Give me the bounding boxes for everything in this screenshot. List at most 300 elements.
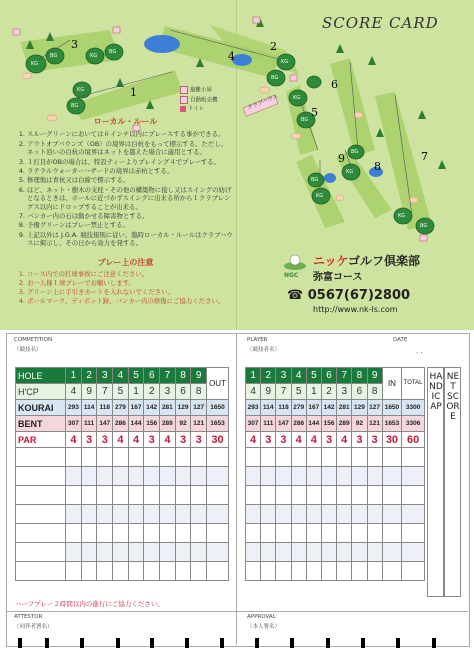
- local-rules: [18, 118, 233, 249]
- front-nine-table: [15, 367, 229, 581]
- score-in-cell[interactable]: [382, 467, 402, 486]
- score-cell[interactable]: [160, 543, 176, 562]
- note-item: 4. ボールマーク、ディボット跡、バンカー内の修復にご協力ください。: [27, 297, 233, 306]
- score-cell[interactable]: [321, 505, 336, 524]
- hole-cell: 6: [321, 368, 336, 384]
- score-cell[interactable]: [128, 543, 144, 562]
- score-cell[interactable]: [367, 562, 382, 581]
- score-cell[interactable]: [97, 505, 113, 524]
- score-name-cell[interactable]: [16, 543, 66, 562]
- hole-cell: 9: [367, 368, 382, 384]
- score-row: [246, 543, 425, 562]
- par-cell: 4: [291, 432, 306, 448]
- in-header: IN: [382, 368, 402, 400]
- hole-number-7: 7: [421, 150, 428, 163]
- score-cell[interactable]: [81, 505, 97, 524]
- vending-machine-icon: [180, 96, 188, 104]
- green-6-bg: [307, 76, 321, 88]
- hcp-cell: 3: [160, 384, 176, 400]
- score-cell[interactable]: [128, 505, 144, 524]
- score-cell[interactable]: [291, 486, 306, 505]
- score-in-cell[interactable]: [382, 486, 402, 505]
- par-cell: 3: [367, 432, 382, 448]
- score-cell[interactable]: [321, 543, 336, 562]
- score-cell[interactable]: [113, 524, 129, 543]
- barcode-mark: [220, 638, 224, 648]
- score-cell[interactable]: [66, 524, 82, 543]
- par-cell: 4: [306, 432, 321, 448]
- map-legend: [180, 86, 218, 114]
- score-cell[interactable]: [81, 562, 97, 581]
- hcp-cell: 8: [367, 384, 382, 400]
- score-cell[interactable]: [367, 524, 382, 543]
- score-cell[interactable]: [113, 448, 129, 467]
- score-total-cell[interactable]: [402, 467, 425, 486]
- hole-cell: 8: [175, 368, 191, 384]
- shelter-icon: [253, 17, 260, 23]
- pond-2: [232, 54, 252, 66]
- score-cell[interactable]: [291, 505, 306, 524]
- hole-cell: 7: [160, 368, 176, 384]
- yard-cell: 286: [291, 416, 306, 432]
- score-in-cell[interactable]: [382, 562, 402, 581]
- score-cell[interactable]: [191, 448, 207, 467]
- handicap-label: HANDICAP: [429, 372, 443, 412]
- score-cell[interactable]: [66, 486, 82, 505]
- score-cell[interactable]: [306, 467, 321, 486]
- out-header: OUT: [207, 368, 229, 400]
- score-name-cell[interactable]: [16, 448, 66, 467]
- barcode-mark: [45, 638, 49, 648]
- score-row: [16, 486, 229, 505]
- hcp-cell: 1: [128, 384, 144, 400]
- yard-cell: 281: [160, 400, 176, 416]
- green-label-kg: KG: [398, 213, 406, 219]
- hole-cell: 5: [306, 368, 321, 384]
- bent-row: [246, 416, 425, 432]
- score-cell[interactable]: [337, 448, 352, 467]
- course-name: 弥富コース: [313, 272, 363, 283]
- score-cell[interactable]: [175, 448, 191, 467]
- player-label: PLAYER: [247, 337, 268, 343]
- hole-number-5: 5: [311, 106, 318, 119]
- score-cell[interactable]: [246, 486, 261, 505]
- score-cell[interactable]: [191, 467, 207, 486]
- rule-item: 1. スルーグリーンにおいては６インチ以内にプレースする事ができる。: [27, 130, 233, 138]
- score-total-cell[interactable]: [207, 562, 229, 581]
- bent-row: [16, 416, 229, 432]
- score-cell[interactable]: [246, 467, 261, 486]
- shelter-icon: [290, 75, 297, 81]
- score-total-cell[interactable]: [207, 486, 229, 505]
- yard-cell: 147: [276, 416, 291, 432]
- score-cell[interactable]: [175, 543, 191, 562]
- score-cell[interactable]: [81, 524, 97, 543]
- score-cell[interactable]: [113, 505, 129, 524]
- barcode-mark: [255, 638, 259, 648]
- date-field[interactable]: . .: [416, 347, 423, 355]
- hole-number-3: 3: [71, 38, 78, 51]
- green-label-bg: BG: [301, 117, 309, 123]
- rule-item: 4. ラテラルウォーターハザードの境界は赤杭とする。: [27, 167, 233, 175]
- score-cell[interactable]: [144, 543, 160, 562]
- bunker: [22, 73, 32, 79]
- score-cell[interactable]: [160, 505, 176, 524]
- score-cell[interactable]: [97, 486, 113, 505]
- hole-number-6: 6: [331, 78, 338, 91]
- score-cell[interactable]: [321, 486, 336, 505]
- score-cell[interactable]: [160, 524, 176, 543]
- score-total-cell[interactable]: [207, 524, 229, 543]
- hut-icon: [180, 86, 188, 94]
- hole-cell: 1: [66, 368, 82, 384]
- score-cell[interactable]: [144, 562, 160, 581]
- hcp-row: [16, 384, 229, 400]
- score-cell[interactable]: [246, 524, 261, 543]
- score-total-cell[interactable]: [402, 486, 425, 505]
- yard-cell: 279: [291, 400, 306, 416]
- score-cell[interactable]: [276, 524, 291, 543]
- score-cell[interactable]: [291, 543, 306, 562]
- score-cell[interactable]: [352, 467, 367, 486]
- barcode-mark: [396, 638, 400, 648]
- par-cell: 4: [113, 432, 129, 448]
- hcp-cell: 4: [246, 384, 261, 400]
- score-cell[interactable]: [367, 543, 382, 562]
- score-cell[interactable]: [367, 505, 382, 524]
- score-row: [246, 562, 425, 581]
- yard-cell: 293: [246, 400, 261, 416]
- score-cell[interactable]: [276, 448, 291, 467]
- score-cell[interactable]: [352, 505, 367, 524]
- hole-cell: 9: [191, 368, 207, 384]
- score-name-cell[interactable]: [16, 467, 66, 486]
- score-row: [246, 467, 425, 486]
- score-cell[interactable]: [81, 448, 97, 467]
- pond-3: [324, 173, 336, 183]
- score-cell[interactable]: [113, 467, 129, 486]
- note-item: 3. グリーン上に手引きカートを入れないでください。: [27, 288, 233, 297]
- hcp-cell: 7: [97, 384, 113, 400]
- score-cell[interactable]: [191, 543, 207, 562]
- score-cell[interactable]: [191, 505, 207, 524]
- score-name-cell[interactable]: [16, 505, 66, 524]
- green-label-bg: BG: [50, 53, 58, 59]
- score-name-cell[interactable]: [16, 524, 66, 543]
- score-row: [16, 543, 229, 562]
- hole-number-2: 2: [270, 40, 277, 53]
- hcp-cell: 8: [191, 384, 207, 400]
- tree-icon: [336, 44, 344, 53]
- score-cell[interactable]: [144, 505, 160, 524]
- score-cell[interactable]: [160, 562, 176, 581]
- score-cell[interactable]: [321, 467, 336, 486]
- score-cell[interactable]: [306, 505, 321, 524]
- pond-1: [144, 35, 180, 53]
- score-cell[interactable]: [291, 562, 306, 581]
- score-cell[interactable]: [66, 543, 82, 562]
- score-cell[interactable]: [66, 467, 82, 486]
- score-cell[interactable]: [191, 524, 207, 543]
- date-label: DATE: [393, 337, 408, 343]
- green-label-kg: KG: [90, 53, 98, 59]
- score-cell[interactable]: [337, 562, 352, 581]
- score-cell[interactable]: [160, 467, 176, 486]
- clubhouse-label: クラブハウス: [246, 93, 280, 112]
- score-cell[interactable]: [97, 467, 113, 486]
- bent-row-label: BENT: [16, 416, 66, 432]
- score-total-cell[interactable]: [402, 562, 425, 581]
- par-cell: 3: [261, 432, 276, 448]
- par-cell: 4: [160, 432, 176, 448]
- score-cell[interactable]: [128, 448, 144, 467]
- toilet-icon: [180, 106, 186, 112]
- hcp-cell: 7: [276, 384, 291, 400]
- phone-number: 0567(67)2800: [307, 288, 411, 303]
- par-cell: 3: [144, 432, 160, 448]
- score-name-cell[interactable]: [16, 562, 66, 581]
- rule-item: 7. バンカー内の石は動かせる障害物とする。: [27, 212, 233, 220]
- bunker: [336, 195, 344, 201]
- score-cell[interactable]: [144, 486, 160, 505]
- bunker: [260, 87, 270, 93]
- score-cell[interactable]: [261, 543, 276, 562]
- score-cell[interactable]: [306, 524, 321, 543]
- score-cell[interactable]: [306, 448, 321, 467]
- attestor-label: ATTESTOR: [14, 614, 43, 620]
- score-in-cell[interactable]: [382, 448, 402, 467]
- score-cell[interactable]: [144, 448, 160, 467]
- score-cell[interactable]: [81, 467, 97, 486]
- score-cell[interactable]: [175, 486, 191, 505]
- tree-icon: [376, 128, 384, 137]
- barcode-mark: [18, 638, 22, 648]
- kourai-row: [246, 400, 425, 416]
- rule-item: 9. 上記以外は J.G.A. 競技規則に従い、臨時ローカル・ルールはクラブハウスに掲示し、その日から効力を発する。: [27, 231, 233, 248]
- yard-cell: 156: [144, 416, 160, 432]
- par-cell: 3: [352, 432, 367, 448]
- score-cell[interactable]: [144, 467, 160, 486]
- score-cell[interactable]: [261, 505, 276, 524]
- net-score-column[interactable]: [444, 367, 461, 597]
- score-cell[interactable]: [367, 467, 382, 486]
- score-cell[interactable]: [337, 524, 352, 543]
- score-cell[interactable]: [367, 448, 382, 467]
- par-cell: 3: [81, 432, 97, 448]
- rule-item: 3. １打目がOBの場合は、特設ティーよりプレイング４でプレーする。: [27, 158, 233, 166]
- green-label-bg: BG: [109, 49, 117, 55]
- score-cell[interactable]: [337, 467, 352, 486]
- score-total-cell[interactable]: [402, 448, 425, 467]
- par-cell: 4: [337, 432, 352, 448]
- score-cell[interactable]: [246, 543, 261, 562]
- score-cell[interactable]: [160, 448, 176, 467]
- score-cell[interactable]: [291, 467, 306, 486]
- player-jp-label: （競技者名）: [247, 347, 281, 353]
- score-cell[interactable]: [175, 524, 191, 543]
- score-cell[interactable]: [306, 543, 321, 562]
- yard-cell: 129: [352, 400, 367, 416]
- score-cell[interactable]: [291, 524, 306, 543]
- hcp-cell: 2: [144, 384, 160, 400]
- score-row: [16, 448, 229, 467]
- par-cell: 4: [128, 432, 144, 448]
- score-cell[interactable]: [128, 524, 144, 543]
- score-cell[interactable]: [321, 562, 336, 581]
- score-total-cell[interactable]: [402, 505, 425, 524]
- tree-icon: [438, 160, 446, 169]
- score-cell[interactable]: [321, 448, 336, 467]
- tree-icon: [368, 56, 376, 65]
- score-cell[interactable]: [276, 505, 291, 524]
- score-cell[interactable]: [191, 486, 207, 505]
- barcode-mark: [361, 638, 365, 648]
- score-cell[interactable]: [276, 543, 291, 562]
- score-cell[interactable]: [337, 505, 352, 524]
- score-cell[interactable]: [276, 467, 291, 486]
- yard-cell: 118: [276, 400, 291, 416]
- score-cell[interactable]: [191, 562, 207, 581]
- score-cell[interactable]: [291, 448, 306, 467]
- score-cell[interactable]: [367, 486, 382, 505]
- hcp-cell: 4: [66, 384, 82, 400]
- score-cell[interactable]: [306, 486, 321, 505]
- score-cell[interactable]: [261, 524, 276, 543]
- score-cell[interactable]: [321, 524, 336, 543]
- club-name: [313, 252, 420, 269]
- rule-item: 6. ほど、ネット・樹木の支柱・その他の構築物に接し又はスイングの妨げとなるときは、ホールに近づかずスイングに出来る所から１クラブレングス以内にドロップすることが出来る。: [27, 186, 233, 211]
- score-row: [16, 467, 229, 486]
- score-row: [246, 505, 425, 524]
- yard-cell: 147: [97, 416, 113, 432]
- score-in-cell[interactable]: [382, 505, 402, 524]
- score-name-cell[interactable]: [16, 486, 66, 505]
- yard-cell: 127: [191, 400, 207, 416]
- score-cell[interactable]: [246, 505, 261, 524]
- score-cell[interactable]: [352, 562, 367, 581]
- green-label-kg: KG: [316, 193, 324, 199]
- score-total-cell[interactable]: [207, 467, 229, 486]
- score-cell[interactable]: [352, 524, 367, 543]
- score-cell[interactable]: [113, 543, 129, 562]
- score-cell[interactable]: [352, 448, 367, 467]
- score-cell[interactable]: [246, 448, 261, 467]
- shelter-icon: [420, 235, 427, 241]
- score-cell[interactable]: [97, 543, 113, 562]
- kourai-row: [16, 400, 229, 416]
- score-cell[interactable]: [128, 486, 144, 505]
- kourai-row-label: KOURAI: [16, 400, 66, 416]
- score-cell[interactable]: [144, 524, 160, 543]
- approval-jp-label: （本人署名）: [247, 624, 281, 630]
- pace-notice: ハーフプレー２時間以内の進行にご協力ください。: [15, 600, 164, 608]
- score-cell[interactable]: [352, 543, 367, 562]
- yard-cell: 289: [337, 416, 352, 432]
- yard-cell: 279: [113, 400, 129, 416]
- score-cell[interactable]: [113, 562, 129, 581]
- score-total-cell[interactable]: [207, 543, 229, 562]
- score-cell[interactable]: [306, 562, 321, 581]
- yard-cell: 144: [306, 416, 321, 432]
- score-cell[interactable]: [337, 543, 352, 562]
- score-in-cell[interactable]: [382, 543, 402, 562]
- score-cell[interactable]: [246, 562, 261, 581]
- score-cell[interactable]: [97, 524, 113, 543]
- score-cell[interactable]: [66, 562, 82, 581]
- score-cell[interactable]: [81, 486, 97, 505]
- par-cell: 3: [191, 432, 207, 448]
- yard-out-cell: 1653: [207, 416, 229, 432]
- green-label-bg: BG: [311, 177, 319, 183]
- score-row: [246, 448, 425, 467]
- score-total-cell[interactable]: [207, 505, 229, 524]
- score-cell[interactable]: [160, 486, 176, 505]
- score-cell[interactable]: [66, 448, 82, 467]
- score-cell[interactable]: [276, 486, 291, 505]
- score-row: [16, 505, 229, 524]
- yard-cell: 281: [337, 400, 352, 416]
- handicap-column[interactable]: [427, 367, 444, 597]
- score-cell[interactable]: [352, 486, 367, 505]
- hole-cell: 7: [337, 368, 352, 384]
- score-cell[interactable]: [66, 505, 82, 524]
- green-label-bg: BG: [420, 223, 428, 229]
- website-url[interactable]: http://www.nk-ls.com: [313, 305, 398, 314]
- score-cell[interactable]: [175, 505, 191, 524]
- score-cell[interactable]: [128, 562, 144, 581]
- score-total-cell[interactable]: [402, 524, 425, 543]
- brand-name: ゴルフ倶楽部: [348, 254, 421, 268]
- green-label-bg: BG: [271, 75, 279, 81]
- green-label-bg: BG: [351, 149, 359, 155]
- telephone: [287, 288, 410, 303]
- score-total-cell[interactable]: [402, 543, 425, 562]
- rule-item: 5. 修理地は青杭又は白線で標示する。: [27, 176, 233, 184]
- yard-total-cell: 3306: [402, 416, 425, 432]
- score-cell[interactable]: [261, 467, 276, 486]
- total-header: TOTAL: [402, 368, 425, 400]
- score-cell[interactable]: [81, 543, 97, 562]
- hcp-cell: 9: [261, 384, 276, 400]
- green-label-kg: KG: [281, 59, 289, 65]
- yard-cell: 114: [261, 400, 276, 416]
- score-cell[interactable]: [175, 467, 191, 486]
- yard-in-cell: 1653: [382, 416, 402, 432]
- score-cell[interactable]: [276, 562, 291, 581]
- barcode-mark: [432, 638, 436, 648]
- par-row: [246, 432, 425, 448]
- back-nine-table: [245, 367, 425, 581]
- yard-cell: 286: [113, 416, 129, 432]
- rule-item: 8. 予備グリーンはプレー禁止とする。: [27, 221, 233, 229]
- hole-cell: 5: [128, 368, 144, 384]
- score-in-cell[interactable]: [382, 524, 402, 543]
- score-cell[interactable]: [113, 486, 129, 505]
- score-cell[interactable]: [261, 562, 276, 581]
- score-cell[interactable]: [261, 486, 276, 505]
- score-cell[interactable]: [261, 448, 276, 467]
- hole-cell: 2: [81, 368, 97, 384]
- score-cell[interactable]: [337, 486, 352, 505]
- score-cell[interactable]: [97, 562, 113, 581]
- par-total-cell: 60: [402, 432, 425, 448]
- score-cell[interactable]: [128, 467, 144, 486]
- score-cell[interactable]: [97, 448, 113, 467]
- score-total-cell[interactable]: [207, 448, 229, 467]
- score-cell[interactable]: [175, 562, 191, 581]
- par-cell: 3: [321, 432, 336, 448]
- yard-cell: 167: [128, 400, 144, 416]
